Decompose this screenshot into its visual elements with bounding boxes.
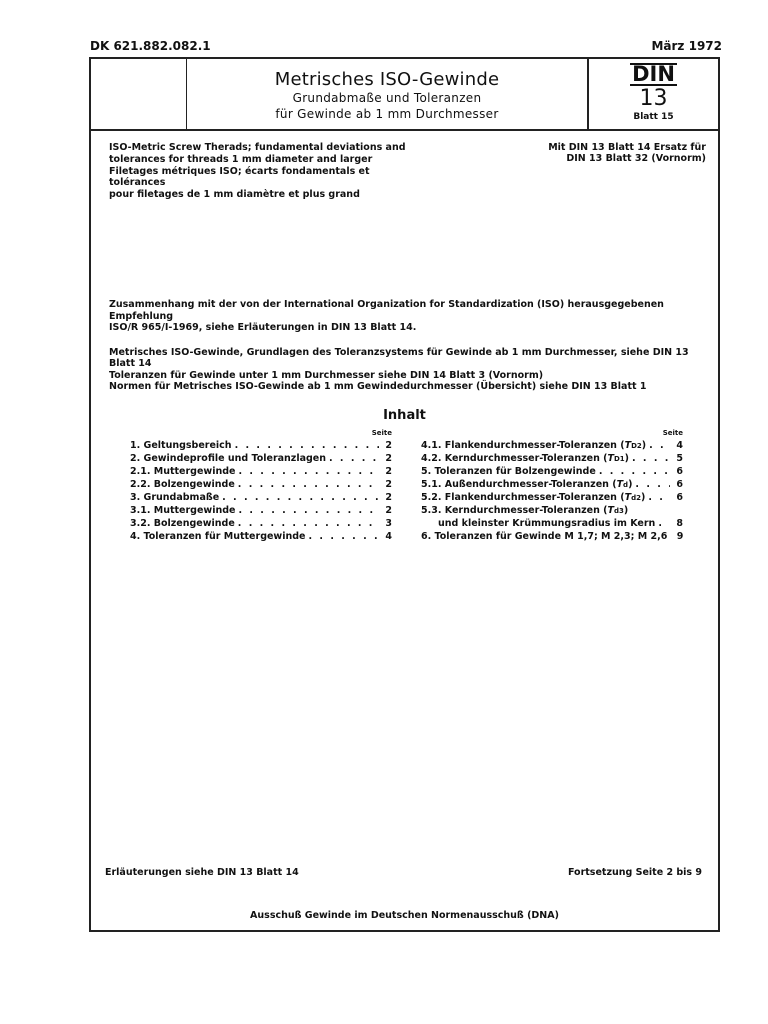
toc-entry bbox=[421, 466, 683, 479]
toc-entry bbox=[421, 440, 683, 453]
french-title-1: Filetages métriques ISO; écarts fondamentals et tolérances bbox=[109, 166, 370, 188]
toc-right-column bbox=[421, 429, 683, 544]
toc-entry bbox=[130, 479, 392, 492]
toc-entry-label: 5.1. Außendurchmesser-Toleranzen (Td) bbox=[421, 479, 633, 490]
toc-entry-label: 2. Gewindeprofile und Toleranzlagen bbox=[130, 453, 327, 464]
toc-entry bbox=[421, 479, 683, 492]
toc-entry bbox=[130, 531, 392, 544]
iso-relation-2: ISO/R 965/I-1969, siehe Erläuterungen in DIN 13 Blatt 14. bbox=[109, 322, 417, 333]
toc-entry-label: und kleinster Krümmungsradius im Kern bbox=[438, 518, 656, 529]
english-title-1: ISO-Metric Screw Therads; fundamental deviations and bbox=[109, 142, 406, 153]
toc-entry-label: 4. Toleranzen für Muttergewinde bbox=[130, 531, 306, 542]
toc-entry-label: 2.2. Bolzengewinde bbox=[130, 479, 235, 490]
toc-entry-label: 4.2. Kerndurchmesser-Toleranzen (TD1) bbox=[421, 453, 630, 464]
continuation-note: Fortsetzung Seite 2 bis 9 bbox=[567, 867, 702, 878]
iso-relation-1: Zusammenhang mit der von der International Organization for Standardization (ISO) herausgegebenen Empfehlung bbox=[109, 299, 664, 322]
toc-entry-label: 4.1. Flankendurchmesser-Toleranzen (TD2) bbox=[421, 440, 647, 451]
toc-entry-page: 2 bbox=[385, 453, 392, 464]
explanations-note: Erläuterungen siehe DIN 13 Blatt 14 bbox=[105, 867, 299, 878]
toc-entry-label: 1. Geltungsbereich bbox=[130, 440, 232, 451]
toc-entry-label: 6. Toleranzen für Gewinde M 1,7; M 2,3; M 2,6 bbox=[421, 531, 668, 542]
toc-entry-page: 2 bbox=[385, 466, 392, 477]
din-blatt: Blatt 15 bbox=[633, 112, 674, 122]
toc-entry bbox=[421, 531, 683, 544]
toc-entry-page: 8 bbox=[676, 518, 683, 529]
toc-entry-page: 2 bbox=[385, 440, 392, 451]
toc-entry bbox=[421, 492, 683, 505]
reference-1: Metrisches ISO-Gewinde, Grundlagen des Toleranzsystems für Gewinde ab 1 mm Durchmesser, siehe DIN 13 Blatt 14 bbox=[109, 346, 689, 369]
replacement-line-2: DIN 13 Blatt 32 (Vornorm) bbox=[566, 153, 706, 164]
toc-heading: Inhalt bbox=[383, 408, 426, 423]
document-title: Metrisches ISO-Gewinde bbox=[274, 69, 500, 90]
toc-entry-page: 2 bbox=[385, 492, 392, 503]
toc-entry-page: 2 bbox=[385, 479, 392, 490]
toc-entry bbox=[421, 505, 683, 518]
issue-date: März 1972 bbox=[651, 39, 722, 53]
toc-entry-label: 5. Toleranzen für Bolzengewinde bbox=[421, 466, 596, 477]
title-block bbox=[91, 59, 718, 131]
din-number: 13 bbox=[639, 86, 668, 111]
document-subtitle-1: Grundabmaße und Toleranzen bbox=[292, 91, 482, 105]
toc-entry-label: 3. Grundabmaße bbox=[130, 492, 220, 503]
toc-left-column bbox=[130, 429, 392, 544]
toc-entry-page: 9 bbox=[676, 531, 684, 542]
title-cell bbox=[187, 59, 589, 129]
toc-entry bbox=[130, 505, 392, 518]
toc-entry bbox=[130, 492, 392, 505]
toc-entry-label: 5.3. Kerndurchmesser-Toleranzen (Td3) bbox=[421, 505, 629, 516]
committee-line: Ausschuß Gewinde im Deutschen Normenausschuß (DNA) bbox=[250, 910, 559, 921]
toc-entry bbox=[130, 453, 392, 466]
toc-entry-continuation bbox=[421, 518, 683, 531]
toc-entry-page: 2 bbox=[385, 505, 392, 516]
document-subtitle-2: für Gewinde ab 1 mm Durchmesser bbox=[275, 107, 499, 121]
title-left-cell bbox=[91, 59, 187, 129]
toc-entry-page: 4 bbox=[676, 440, 683, 451]
toc-page-label: Seite bbox=[662, 429, 683, 437]
replacement-note bbox=[536, 142, 706, 164]
toc-entry bbox=[130, 440, 392, 453]
din-cell bbox=[589, 59, 718, 129]
document-frame bbox=[89, 57, 720, 932]
toc-entry-label: 3.2. Bolzengewinde bbox=[130, 518, 235, 529]
toc-entry-page: 6 bbox=[676, 479, 683, 490]
french-title-2: pour filetages de 1 mm diamètre et plus grand bbox=[109, 189, 360, 200]
reference-2: Toleranzen für Gewinde unter 1 mm Durchmesser siehe DIN 14 Blatt 3 (Vornorm) bbox=[109, 369, 544, 381]
toc-entry-page: 3 bbox=[385, 518, 392, 529]
toc-page-label: Seite bbox=[371, 429, 392, 437]
din-logo: DIN bbox=[632, 62, 675, 86]
toc-entry-label: 3.1. Muttergewinde bbox=[130, 505, 236, 516]
toc-entry-page: 4 bbox=[385, 531, 392, 542]
toc-entry-label: 5.2. Flankendurchmesser-Toleranzen (Td2) bbox=[421, 492, 646, 503]
reference-3: Normen für Metrisches ISO-Gewinde ab 1 mm Gewindedurchmesser (Übersicht) siehe DIN 13 Blatt 1 bbox=[109, 381, 647, 392]
title-translations bbox=[109, 142, 419, 201]
toc-entry-page: 5 bbox=[676, 453, 683, 464]
toc-entry bbox=[130, 466, 392, 479]
english-title-2: tolerances for threads 1 mm diameter and larger bbox=[109, 154, 373, 165]
toc-entry bbox=[421, 453, 683, 466]
dk-number: DK 621.882.082.1 bbox=[90, 39, 211, 53]
toc-entry-page: 6 bbox=[676, 466, 683, 477]
toc-entry-label: 2.1. Muttergewinde bbox=[130, 466, 236, 477]
related-standards bbox=[109, 299, 709, 393]
replacement-line-1: Mit DIN 13 Blatt 14 Ersatz für bbox=[548, 142, 706, 153]
toc-entry bbox=[130, 518, 392, 531]
toc-entry-page: 6 bbox=[676, 492, 683, 503]
